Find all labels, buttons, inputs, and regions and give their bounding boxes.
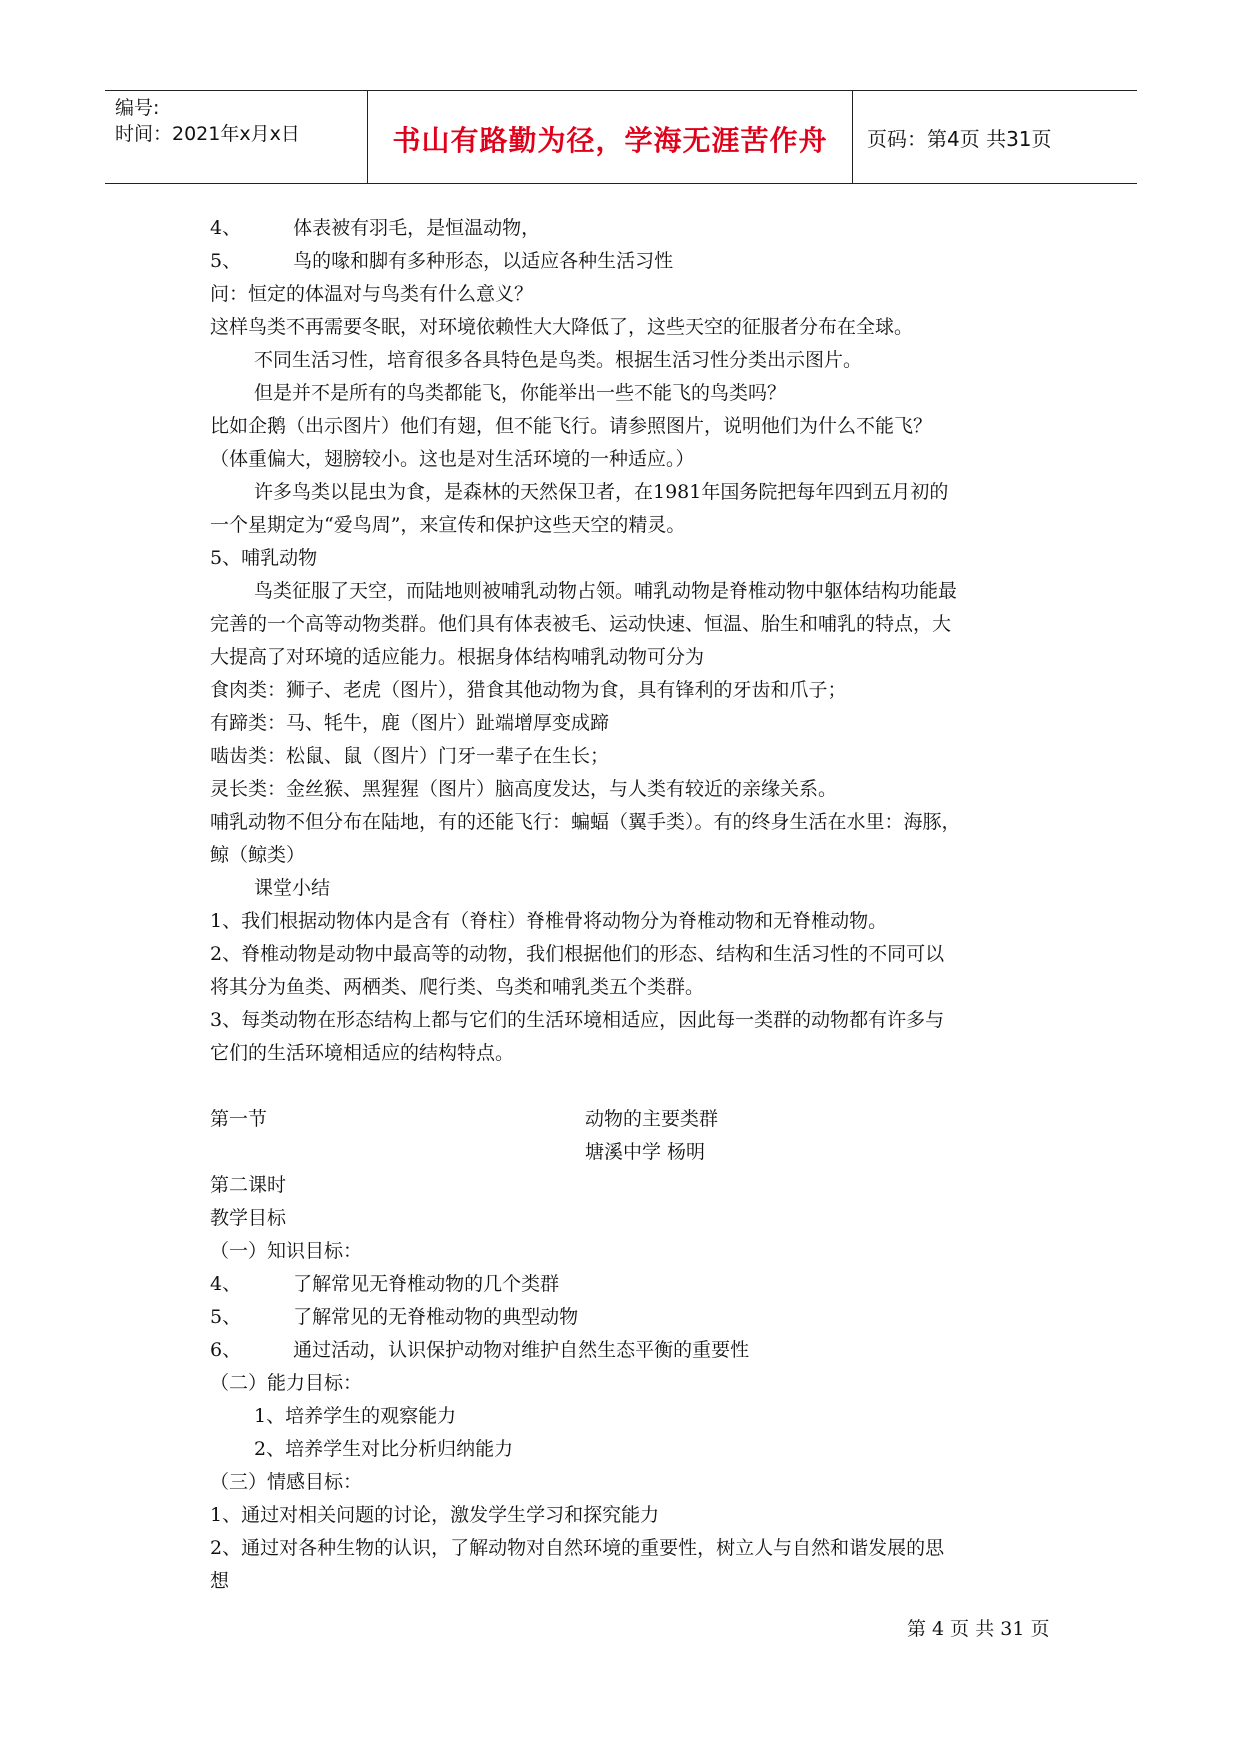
header-motto-cell [368, 91, 853, 183]
header-page-cell [853, 91, 1137, 183]
paragraph-line: 啮齿类：松鼠、鼠（图片）门牙一辈子在生长； [210, 745, 610, 767]
paragraph-line: 但是并不是所有的鸟类都能飞，你能举出一些不能飞的鸟类吗？ [254, 382, 787, 404]
paragraph-line: 许多鸟类以昆虫为食，是森林的天然保卫者，在1981年国务院把每年四到五月初的 [254, 481, 949, 503]
list-number: 5、 [210, 1306, 242, 1328]
list-text: 了解常见无脊椎动物的几个类群 [293, 1273, 560, 1295]
section-title-row [210, 1103, 1070, 1136]
paragraph-line: 不同生活习性，培育很多各具特色是鸟类。根据生活习性分类出示图片。 [254, 349, 863, 371]
paragraph-line: 大提高了对环境的适应能力。根据身体结构哺乳动物可分为 [210, 646, 705, 668]
motto: 书山有路勤为径，学海无涯苦作舟 [392, 124, 828, 157]
list-item: 2、通过对各种生物的认识，了解动物对自然环境的重要性，树立人与自然和谐发展的思 [210, 1537, 945, 1559]
paragraph-line: 2、脊椎动物是动物中最高等的动物，我们根据他们的形态、结构和生活习性的不同可以 [210, 943, 945, 965]
list-item: 1、培养学生的观察能力 [254, 1405, 457, 1427]
paragraph-line: 灵长类：金丝猴、黑猩猩（图片）脑高度发达，与人类有较近的亲缘关系。 [210, 778, 838, 800]
list-text: 体表被有羽毛，是恒温动物， [293, 217, 541, 239]
subheading: （三）情感目标： [210, 1471, 363, 1493]
list-number: 6、 [210, 1339, 242, 1361]
header-info-cell [105, 91, 368, 183]
paragraph-line: 这样鸟类不再需要冬眠，对环境依赖性大大降低了，这些天空的征服者分布在全球。 [210, 316, 914, 338]
paragraph-line: 哺乳动物不但分布在陆地，有的还能飞行：蝙蝠（翼手类）。有的终身生活在水里：海豚， [210, 811, 961, 833]
time-label: 时间：2021年x月x日 [115, 123, 300, 145]
section-heading: 5、哺乳动物 [210, 547, 318, 569]
paragraph-line: （体重偏大，翅膀较小。这也是对生活环境的一种适应。） [210, 448, 695, 470]
list-number: 5、 [210, 250, 242, 272]
list-item: 2、培养学生对比分析归纳能力 [254, 1438, 514, 1460]
list-item: 1、通过对相关问题的讨论，激发学生学习和探究能力 [210, 1504, 660, 1526]
list-text: 通过活动，认识保护动物对维护自然生态平衡的重要性 [293, 1339, 750, 1361]
paragraph-line: 将其分为鱼类、两栖类、爬行类、鸟类和哺乳类五个类群。 [210, 976, 705, 998]
paragraph-line: 比如企鹅（出示图片）他们有翅，但不能飞行。请参照图片，说明他们为什么不能飞？ [210, 415, 933, 437]
list-item [210, 212, 1070, 245]
paragraph-line: 3、每类动物在形态结构上都与它们的生活环境相适应，因此每一类群的动物都有许多与 [210, 1009, 945, 1031]
subheading: （二）能力目标： [210, 1372, 363, 1394]
paragraph-line: 问：恒定的体温对与鸟类有什么意义？ [210, 283, 534, 305]
paragraph-line: 鲸（鲸类） [210, 844, 306, 866]
paragraph-line: 鸟类征服了天空，而陆地则被哺乳动物占领。哺乳动物是脊椎动物中躯体结构功能最 [254, 580, 958, 602]
lesson-label: 第二课时 [210, 1174, 287, 1196]
list-text: 鸟的喙和脚有多种形态，以适应各种生活习性 [293, 250, 674, 272]
list-item [210, 1334, 1070, 1367]
paragraph-line: 想 [210, 1570, 230, 1592]
section-heading: 课堂小结 [254, 877, 331, 899]
section-heading: 教学目标 [210, 1207, 287, 1229]
page-footer: 第 4 页 共 31 页 [907, 1618, 1050, 1640]
paragraph-line: 1、我们根据动物体内是含有（脊柱）脊椎骨将动物分为脊椎动物和无脊椎动物。 [210, 910, 888, 932]
section-title: 动物的主要类群 [585, 1108, 719, 1130]
list-number: 4、 [210, 1273, 242, 1295]
serial-label: 编号: [115, 97, 160, 119]
paragraph-line: 完善的一个高等动物类群。他们具有体表被毛、运动快速、恒温、胎生和哺乳的特点，大 [210, 613, 952, 635]
author: 塘溪中学 杨明 [585, 1141, 706, 1163]
list-item [210, 245, 1070, 278]
list-text: 了解常见的无脊椎动物的典型动物 [293, 1306, 579, 1328]
author-row [210, 1136, 1070, 1169]
paragraph-line: 一个星期定为“爱鸟周”，来宣传和保护这些天空的精灵。 [210, 514, 686, 536]
document-body [210, 212, 1070, 1598]
paragraph-line: 它们的生活环境相适应的结构特点。 [210, 1042, 515, 1064]
paragraph-line: 有蹄类：马、牦牛，鹿（图片）趾端增厚变成蹄 [210, 712, 610, 734]
page-header [105, 90, 1137, 184]
list-item [210, 1268, 1070, 1301]
subheading: （一）知识目标： [210, 1240, 363, 1262]
section-number: 第一节 [210, 1108, 268, 1130]
list-number: 4、 [210, 217, 242, 239]
list-item [210, 1301, 1070, 1334]
paragraph-line: 食肉类：狮子、老虎（图片），猎食其他动物为食，具有锋利的牙齿和爪子； [210, 679, 847, 701]
page-code: 页码：第4页 共31页 [867, 127, 1052, 151]
